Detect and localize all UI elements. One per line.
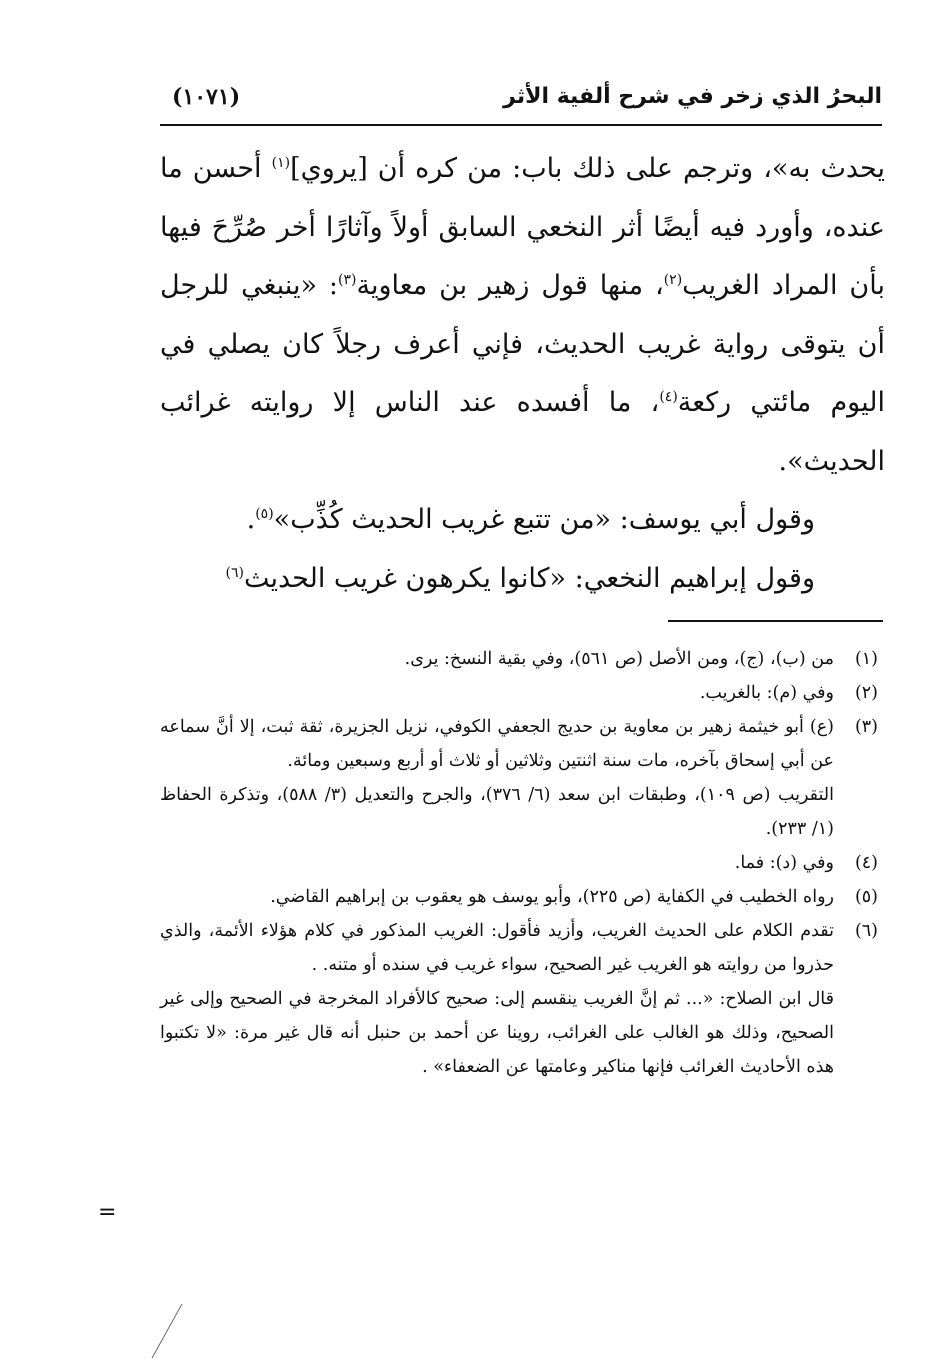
footnote-text: رواه الخطيب في الكفاية (ص ٢٢٥)، وأبو يوسف هو يعقوب بن إبراهيم القاضي. bbox=[270, 887, 834, 907]
footnote-item bbox=[160, 846, 878, 880]
header-rule bbox=[160, 124, 882, 126]
running-header bbox=[160, 82, 882, 122]
footnote-number: (١) bbox=[854, 649, 878, 669]
footnote-ref: (٤) bbox=[659, 389, 678, 405]
footnote-number: (٤) bbox=[854, 853, 878, 873]
footnote-item bbox=[160, 642, 878, 676]
footnote-continuation bbox=[160, 982, 878, 1084]
body-text-run: ، ما أفسده عند الناس إلا روايته غرائب الحديث». bbox=[160, 387, 885, 477]
footnote-number: (٥) bbox=[854, 887, 878, 907]
footnote-ref: (٥) bbox=[255, 506, 274, 522]
page-number: (١٠٧١) bbox=[172, 84, 241, 110]
footnote-ref: (٦) bbox=[225, 564, 244, 581]
footnotes bbox=[160, 642, 878, 1084]
footnote-item bbox=[160, 710, 878, 778]
body-text-run: وقول أبي يوسف: «من تتبع غريب الحديث كُذِّب» bbox=[273, 504, 815, 535]
body-text-run: ، منها قول زهير بن معاوية bbox=[356, 270, 664, 301]
footnote-rule bbox=[668, 620, 883, 622]
footnote-text: وفي (د): فما. bbox=[734, 853, 834, 873]
footnote-text: التقريب (ص ١٠٩)، وطبقات ابن سعد (٦/ ٣٧٦)، والجرح والتعديل (٣/ ٥٨٨)، وتذكرة الحفاظ (١/ ٢٣٣). bbox=[160, 785, 835, 839]
footnote-ref: (٢) bbox=[663, 272, 683, 288]
footnote-ref: (١) bbox=[271, 155, 291, 171]
body-text-run: : «ينبغي للرجل أن يتوقى رواية غريب الحديث، فإني أعرف رجلاً كان يصلي في اليوم مائتي ركعة bbox=[160, 270, 885, 418]
footnote-continuation bbox=[160, 778, 878, 846]
footnote-text: تقدم الكلام على الحديث الغريب، وأزيد فأقول: الغريب المذكور في كلام هؤلاء الأئمة، والذي حذروا من روايته هو الغريب غير الصحيح، سواء غريب في سنده أو متنه. . bbox=[160, 921, 834, 975]
paragraph-3 bbox=[160, 550, 885, 609]
footnote-ref: (٣) bbox=[338, 272, 357, 288]
footnote-text: من (ب)، (ج)، ومن الأصل (ص ٥٦١)، وفي بقية النسخ: يرى. bbox=[404, 649, 834, 669]
footnote-item bbox=[160, 880, 878, 914]
footnote-text: قال ابن الصلاح: «... ثم إنَّ الغريب ينقسم إلى: صحيح كالأفراد المخرجة في الصحيح وإلى غير الصحيح، وذلك هو الغالب على الغرائب، روينا عن أحمد بن حنبل أنه قال غير مرة: «لا تكتبوا هذه الأحاديث الغرائب فإنها مناكير وعامتها عن الضعفاء» . bbox=[160, 989, 834, 1077]
footnote-text: وفي (م): بالغريب. bbox=[699, 683, 834, 703]
scan-artifact-line bbox=[148, 1300, 188, 1360]
body-text-run: . bbox=[246, 504, 256, 535]
footnote-item bbox=[160, 676, 878, 710]
footnote-number: (٣) bbox=[854, 717, 878, 737]
body-text-run: وقول إبراهيم النخعي: «كانوا يكرهون غريب الحديث bbox=[243, 562, 815, 594]
paragraph-1 bbox=[160, 140, 885, 491]
body-text-run: أحسن ما عنده، وأورد فيه أيضًا أثر النخعي السابق أولاً وآثارًا أخر صُرِّحَ فيها بأن المراد الغريب bbox=[160, 153, 886, 301]
footnote-text: (ع) أبو خيثمة زهير بن معاوية بن حديج الجعفي الكوفي، نزيل الجزيرة، ثقة ثبت، إلا أنَّ سماعه عن أبي إسحاق بآخره، مات سنة اثنتين وثلاثين أو ثلاث أو أربع وسبعين ومائة. bbox=[160, 717, 834, 771]
footnote-item bbox=[160, 914, 878, 982]
margin-mark: = bbox=[98, 1200, 117, 1225]
header-title: البحرُ الذي زخر في شرح ألفية الأثر bbox=[503, 84, 882, 109]
footnote-number: (٢) bbox=[854, 683, 878, 703]
body-text-run: يحدث به»، وترجم على ذلك باب: من كره أن [يروي] bbox=[290, 153, 886, 184]
paragraph-2 bbox=[160, 491, 885, 550]
main-text bbox=[160, 140, 885, 608]
footnote-number: (٦) bbox=[854, 921, 878, 941]
